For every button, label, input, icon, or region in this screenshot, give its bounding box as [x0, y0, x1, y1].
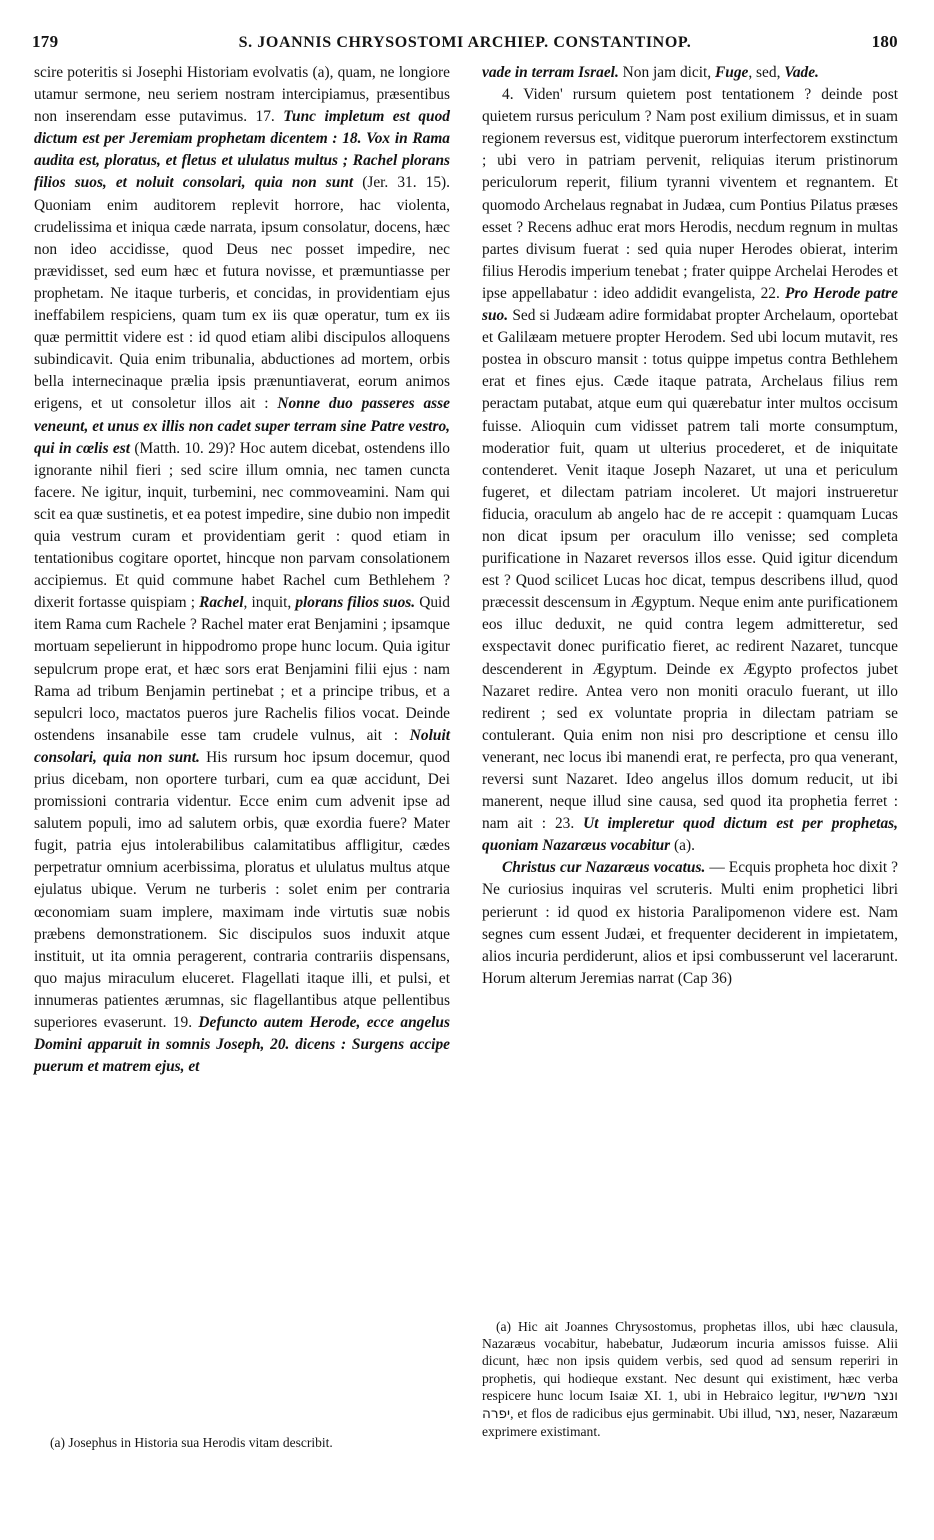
- text-run: (a).: [670, 837, 695, 855]
- footnote-left: (a) Josephus in Historia sua Herodis vitam describit.: [50, 1435, 333, 1450]
- italic-run: , neser: [796, 1406, 832, 1422]
- paragraph: [34, 62, 450, 1078]
- text-run: (Jer. 31. 15). Quoniam enim auditorem replevit horrore, hac violenta, crudelissima et iniqua cæde narrata, ipsum consolatur, docens, hæc non ideo accidisse, quod Deus nec posset impedire, nec prævidisset, sed eum hæc et futura novisse, et præmuntiasse per prophetam. Ne itaque turberis, et concidas, in providentiam ejus ineffabilem respiciens, quam tum ex iis quæ operatur, tum ex iis quæ permittit videre est : id quod etiam alibi discipulos alloquens subindicavit. Quia enim tribunalia, abductiones ad mortem, orbis bella internecinaque prælia ipsis prænuntiaverat, eorum animos erigens, et ut consoletur illos ait :: [34, 174, 450, 413]
- running-title: S. JOANNIS CHRYSOSTOMI ARCHIEP. CONSTANTINOP.: [238, 34, 692, 51]
- footnote-paragraph: [482, 1318, 898, 1440]
- footnote-right: [482, 1318, 898, 1440]
- italic-run: Defuncto autem Herode, ecce angelus Domini apparuit in somnis Joseph, 20. dicens : Surgens accipe puerum et matrem ejus, et: [34, 1014, 450, 1076]
- italic-run: Pro Herode patre suo.: [482, 284, 898, 325]
- text-run: , inquit,: [243, 594, 296, 612]
- text-run: Non jam dicit,: [618, 64, 715, 81]
- text-run: Sed si Judæam adire formidabat propter Archelaum, oportebat et Galilæam metuere propter Herodem. Sed ubi locum mutavit, res postea in obscuro mansit : totus quippe impetus contra Bethlehem erat et fines ejus. Cæde itaque patrata, Archelaus filius rem peractam putabat, atque eum qui quærebatur inter multos occisum fuisse. Alioquin cum vidisset patrem tali morte consumptum, moderatior fuit, quam ut ulterius procederet, et de iniquitate contenderet. Venit itaque Joseph Nazaret, ut una et periculum fugeret, et dilectam patriam incoleret. Ut majori instrueretur fiducia, oraculum ab angelo hac de re accepit : quamquam Lucas non dicat ipsum per oraculum illo venisse; sed completa purificatione in Nazaret reversos illos esse. Quid igitur dicendum est ? Quod scilicet Lucas hoc dicat, tempus describens illud, quod præcessit descensum in Ægyptum. Neque enim ante purificationem eos illuc deduxit, ne quid contra legem admitteretur, sed exspectavit donec purificatio fieret, ac redirent Nazaret, tuncque descenderent in Ægyptum. Deinde ex Ægypto profectos jubet Nazaret redire. Antea vero non moniti oraculo fuerant, ut illo redirent ; sed ex voluntate propria in dilectam patriam se contulerant. Quia enim non nisi pro descriptione et censu illo venerant, nec locus ibi manendi erat, re perfecta, pro qua venerant, reversi sunt Nazaret. Ideo angelus illos domum reducit, ut ibi manerent, neque illud sine causa, sed quod ita prophetia ferret : nam ait : 23.: [482, 307, 898, 833]
- italic-run: Christus cur Nazaræus vocatus.: [502, 859, 706, 877]
- right-column: [482, 62, 898, 990]
- italic-run: Rachel: [199, 594, 244, 612]
- text-run: , habebatur, Judæorum incuria amissos fuisse. Alii dicunt, hæc non ipsis quidem verbis, sed quod ad sensum reperiri in prophetis, qui hodieque exstant. Nec desunt qui existiment, hæc verba respicere hunc locum Isaiæ XI. 1, ubi in Hebraico legitur,: [482, 1336, 898, 1403]
- page-number-right: 180: [871, 32, 898, 51]
- italic-run: Vade.: [784, 64, 819, 81]
- text-run: (Matth. 10. 29)? Hoc autem dicebat, ostendens illo ignorante nihil fieri ; sed scire illum omnia, nec tamen cuncta facere. Ne igitur, inquit, turbemini, nec commoveamini. Nam qui scit ea quæ sustinetis, et ea potest impedire, sine dubio non impedit quia vestrum curam et providentiam gerit : quod etiam in tentationibus cogitare oportet, hincque non parvam consolationem accipiemus. Et quid commune habet Rachel cum Bethlehem ? dixerit fortasse quispiam ;: [34, 439, 451, 612]
- text-run: , sed,: [748, 64, 785, 81]
- italic-run: Ut impleretur quod dictum est per prophetas, quoniam Nazaræus vocabitur: [482, 815, 898, 855]
- text-run: (a) Hic ait Joannes Chrysostomus, prophetas illos, ubi hæc clausula,: [496, 1319, 898, 1334]
- text-run: His rursum hoc ipsum docemur, quod prius dicebam, non oportere turbari, cum ea quæ accidunt, Dei promissioni contraria videntur. Ecce enim cum advenit ipse ad salutem populi, imo ad salutem orbis, quæ exordia fuere? Mater fugit, patria ejus intolerabilibus calamitatibus affligitur, cædes perpetratur omnium acerbissima, ploratus et ululatus multus atque ejulatus ubique. Verum ne turberis : solet enim per contraria œconomiam suam implere, maximam inde virtutis suæ nobis præbens demonstrationem. Sic discipulos suos induxit atque instituit, ut ita omnia peragerent, contraria contrariis dispensans, quo majus miraculum eluceret. Flagellati itaque illi, et pulsi, et innumeras patientes ærumnas, sic flagellantibus atque pellentibus superiores evaserunt. 19.: [34, 748, 450, 1032]
- italic-run: vade in terram Israel.: [482, 64, 619, 81]
- hebrew-text: נצר: [775, 1406, 797, 1423]
- text-run: , Nazaræum exprimere existimant.: [482, 1406, 899, 1440]
- text-run: scire poteritis si Josephi Historiam evolvatis (a), quam, ne longiore utamur sermone, neu seriem nostram intercipiamus, præsentibus non inserendam esse putavimus. 17.: [34, 64, 450, 126]
- paragraph: [482, 84, 898, 857]
- italic-run: Noluit consolari, quia non sunt.: [34, 726, 450, 766]
- hebrew-text: ונצר משרשיו יפרה: [482, 1387, 898, 1423]
- italic-run: Tunc impletum est quod dictum est per Jeremiam prophetam dicentem : 18. Vox in Rama audita est, ploratus, et fletus et ululatus multus ; Rachel plorans filios suos, et noluit consolari, quia non sunt: [34, 108, 450, 192]
- text-run: — Ecquis propheta hoc dixit ? Ne curiosius inquiras vel scruteris. Multi enim prophetici libri perierunt : id quod ex historia Paralipomenon videre est. Nam segnes cum essent Judæi, et frequenter deciderent in impietatem, alios incuria perdiderunt, alios et ipsi combusserunt vel lacerarunt. Horum alterum Jeremias narrat (Cap 36): [482, 859, 899, 987]
- left-column: [34, 62, 450, 1078]
- paragraph: [482, 62, 898, 84]
- text-run: . Ubi illud,: [711, 1406, 776, 1422]
- paragraph: [482, 857, 898, 990]
- page-header: [32, 32, 898, 62]
- italic-run: Nazaræus vocabitur: [482, 1336, 595, 1352]
- text-run: Quid item Rama cum Rachele ? Rachel mater erat Benjamini ; ipsamque mortuam sepelierunt in hippodromo prope hunc locum. Quia igitur sepulcrum prope erat, et hæc sors erat Benjamini filii ejus : nam Rama ad tribum Benjamin pertinebat ; et a principe tribus, et a sepulcri loco, mactatos pueros jure Rachelis filios vocat. Deinde ostendens insanabile esse tam crudele vulnus, ait :: [34, 594, 450, 744]
- italic-run: Nonne duo passeres asse veneunt, et unus ex illis non cadet super terram sine Patre vestro, qui in cœlis est: [34, 395, 450, 457]
- text-run: 4. Viden' rursum quietem post tentationem ? deinde post quietem rursus periculum ? Nam post exilium dimissus, et in suam regionem reversus est, viditque puerorum interfectorem exstinctum ; ubi vero in patriam pervenit, reliquias iterum pristinorum periculorum reperit, filium tyranni viventem et regnantem. Et quomodo Archelaus regnabat in Judæa, cum Pontius Pilatus præses esset ? Recens adhuc erat mors Herodis, necdum regnum in multas partes divisum fuerat : sed quia nuper Herodes obierat, interim filius Herodis imperium tenebat ; frater quippe Archelai Herodes et ipse appellabatur : ideo addidit evangelista, 22.: [482, 86, 898, 302]
- italic-run: plorans filios suos.: [295, 594, 416, 612]
- italic-run: Fuge: [715, 64, 749, 81]
- page-number-left: 179: [32, 32, 59, 51]
- italic-run: , et flos de radicibus ejus germinabit: [510, 1406, 711, 1422]
